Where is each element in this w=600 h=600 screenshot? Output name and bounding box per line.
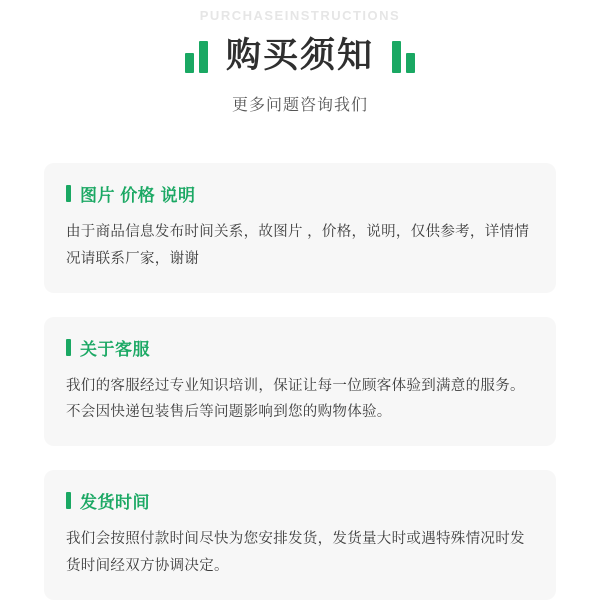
info-card-body: 由于商品信息发布时间关系，故图片 ，价格，说明，仅供参考，详情情况请联系厂家，谢谢 (66, 224, 530, 267)
title-row (0, 38, 600, 73)
info-card-header (66, 181, 534, 206)
info-card (44, 470, 556, 600)
info-card-title: 发货时间 (80, 493, 150, 513)
info-card-title: 关于客服 (80, 339, 150, 359)
page-subtitle: 更多问题咨询我们 (231, 97, 368, 114)
bar-decoration-left-icon (185, 39, 208, 73)
info-card-body: 我们会按照付款时间尽快为您安排发货，发货量大时或遇特殊情况时发货时间经双方协调决定。 (66, 531, 525, 575)
tick-marker-icon (66, 185, 71, 202)
info-card-header (66, 335, 534, 360)
page-title: 购买须知 (225, 36, 374, 75)
info-card-header (66, 488, 534, 513)
info-card-body: 我们的客服经过专业知识培训，保证让每一位顾客体验到满意的服务。不会因快递包装售后等问题影响到您的购物体验。 (66, 377, 525, 421)
info-card (44, 163, 556, 293)
info-card-title: 图片 价格 说明 (80, 186, 196, 205)
info-card-list (44, 163, 556, 600)
bar-decoration-right-icon (392, 39, 415, 73)
info-card (44, 317, 556, 447)
tick-marker-icon (66, 492, 71, 509)
watermark-heading: PURCHASEINSTRUCTIONS (199, 8, 401, 23)
tick-marker-icon (66, 339, 71, 356)
